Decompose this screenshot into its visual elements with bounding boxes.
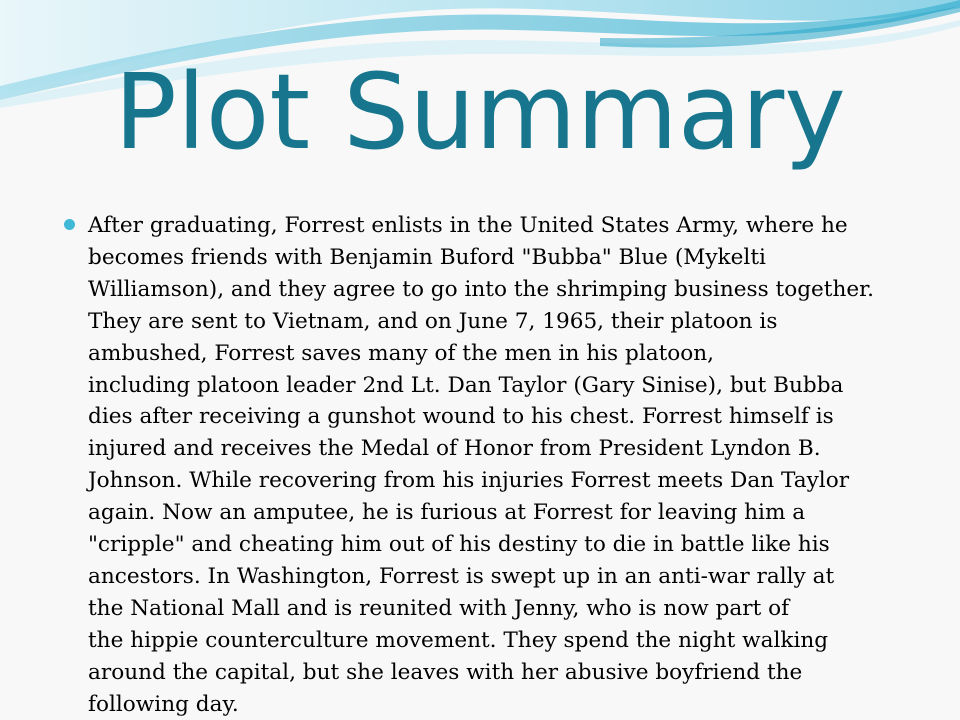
text-line: After graduating, Forrest enlists in the United States Army, where he <box>88 213 848 238</box>
text-line: dies after receiving a gunshot wound to his chest. Forrest himself is <box>88 404 834 430</box>
text-line: Johnson. While recovering from his injuries Forrest meets Dan Taylor <box>88 468 850 494</box>
slide-title: Plot Summary <box>114 51 846 173</box>
bullet-text <box>88 210 920 720</box>
text-line: injured and receives the Medal of Honor from President Lyndon B. <box>88 436 821 462</box>
text-line: the National Mall and is reunited with Jenny, who is now part of <box>88 595 790 621</box>
text-line: again. Now an amputee, he is furious at Forrest for leaving him a <box>88 500 806 526</box>
text-line: Williamson), and they agree to go into the shrimping business together. <box>88 276 874 302</box>
text-line: following day. <box>88 691 239 717</box>
bullet-icon <box>64 219 75 230</box>
text-line: around the capital, but she leaves with her abusive boyfriend the <box>88 659 803 685</box>
text-line: "cripple" and cheating him out of his destiny to die in battle like his <box>88 532 830 558</box>
text-line: becomes friends with Benjamin Buford "Bubba" Blue (Mykelti <box>88 244 766 270</box>
text-line: They are sent to Vietnam, and on June 7, 1965, their platoon is <box>88 308 778 334</box>
text-line: the hippie counterculture movement. They spend the night walking <box>88 627 829 653</box>
text-line: ambushed, Forrest saves many of the men in his platoon, <box>88 340 715 366</box>
text-line: including platoon leader 2nd Lt. Dan Taylor (Gary Sinise), but Bubba <box>88 372 844 398</box>
text-line: ancestors. In Washington, Forrest is swept up in an anti-war rally at <box>88 563 835 589</box>
